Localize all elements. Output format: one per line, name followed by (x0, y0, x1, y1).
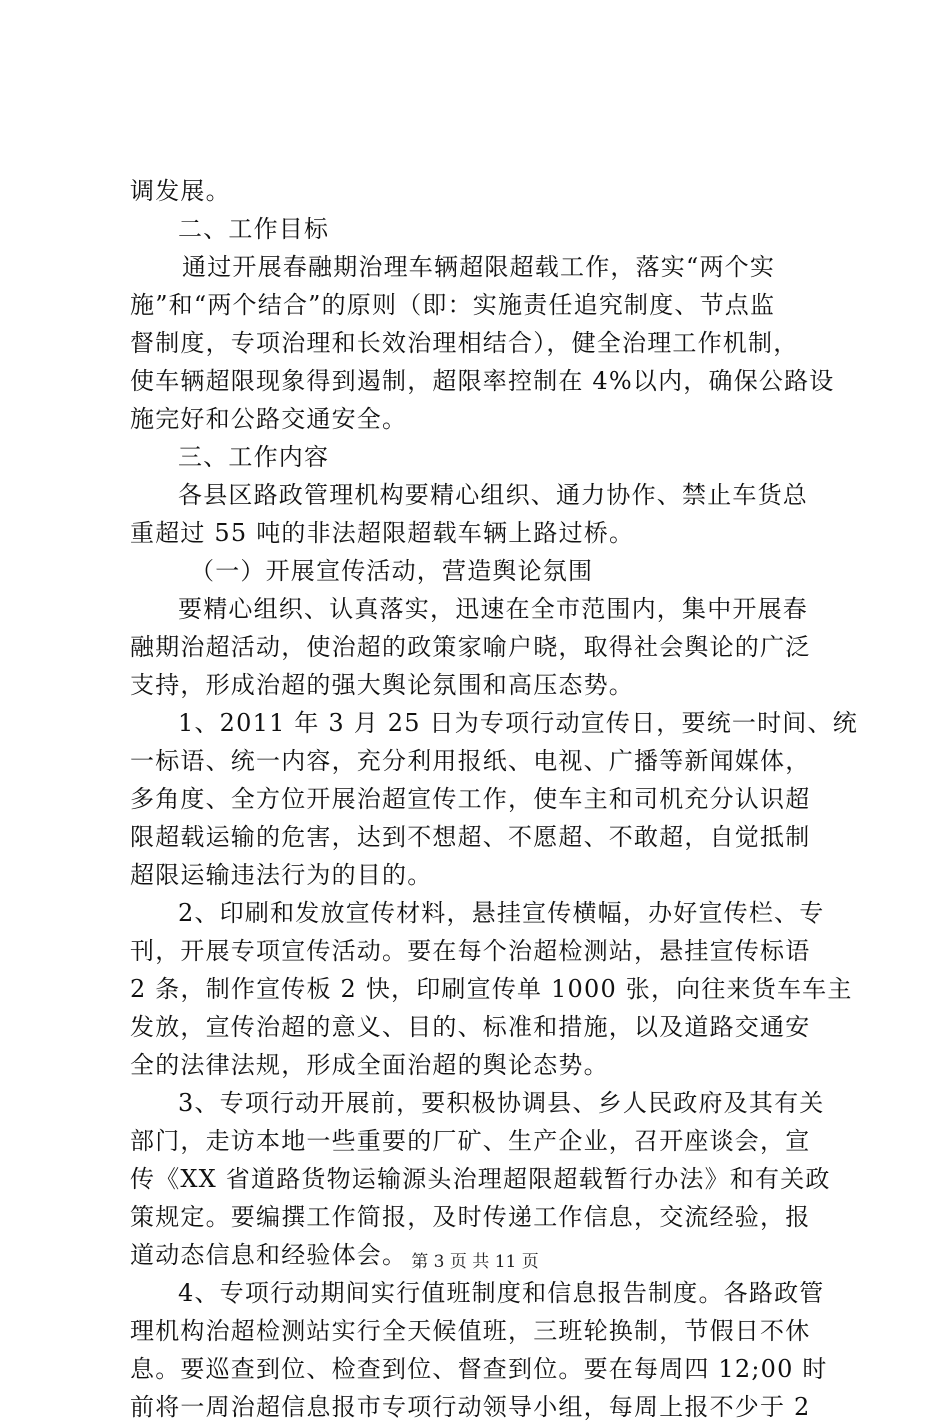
paragraph-line: 息。要巡查到位、检查到位、督查到位。要在每周四 12;00 时 (130, 1355, 828, 1383)
paragraph-line: 传《XX 省道路货物运输源头治理超限超载暂行办法》和有关政 (130, 1165, 831, 1193)
paragraph-line: 各县区路政管理机构要精心组织、通力协作、禁止车货总 (178, 481, 808, 509)
paragraph-line: 部门，走访本地一些重要的厂矿、生产企业，召开座谈会，宣 (130, 1127, 811, 1155)
paragraph-line: 通过开展春融期治理车辆超限超载工作，落实“两个实 (182, 253, 776, 281)
paragraph-line: 使车辆超限现象得到遏制，超限率控制在 4%以内，确保公路设 (130, 367, 835, 395)
paragraph-line: 道动态信息和经验体会。 (130, 1241, 408, 1269)
paragraph-line: 全的法律法规，形成全面治超的舆论态势。 (130, 1051, 609, 1079)
paragraph-line: 支持，形成治超的强大舆论氛围和高压态势。 (130, 671, 634, 699)
paragraph-line: 施完好和公路交通安全。 (130, 405, 408, 433)
paragraph-line: 要精心组织、认真落实，迅速在全市范围内，集中开展春 (178, 595, 808, 623)
section-heading: 二、工作目标 (178, 215, 330, 243)
paragraph-line: 限超载运输的危害，达到不想超、不愿超、不敢超，自觉抵制 (130, 823, 811, 851)
paragraph-line: 2 条，制作宣传板 2 快，印刷宣传单 1000 张，向往来货车车主 (130, 975, 853, 1003)
paragraph-line: 多角度、全方位开展治超宣传工作，使车主和司机充分认识超 (130, 785, 811, 813)
paragraph-line: 2、印刷和发放宣传材料，悬挂宣传横幅，办好宣传栏、专 (178, 899, 825, 927)
paragraph-line: 一标语、统一内容，充分利用报纸、电视、广播等新闻媒体， (130, 747, 811, 775)
document-body (130, 172, 858, 1426)
paragraph-line: 3、专项行动开展前，要积极协调县、乡人民政府及其有关 (178, 1089, 825, 1117)
paragraph-line: 督制度，专项治理和长效治理相结合），健全治理工作机制， (130, 329, 799, 357)
paragraph-line: 1、2011 年 3 月 25 日为专项行动宣传日，要统一时间、统 (178, 709, 858, 737)
paragraph-line: 刊，开展专项宣传活动。要在每个治超检测站，悬挂宣传标语 (130, 937, 811, 965)
paragraph-line: 理机构治超检测站实行全天候值班，三班轮换制，节假日不休 (130, 1317, 811, 1345)
paragraph-line: 发放，宣传治超的意义、目的、标准和措施，以及道路交通安 (130, 1013, 811, 1041)
paragraph-line: 策规定。要编撰工作简报，及时传递工作信息，交流经验，报 (130, 1203, 811, 1231)
paragraph-line: 4、专项行动期间实行值班制度和信息报告制度。各路政管 (178, 1279, 825, 1307)
subsection-heading: （一）开展宣传活动，营造舆论氛围 (190, 557, 594, 585)
paragraph-line: 施”和“两个结合”的原则（即：实施责任追究制度、节点监 (130, 291, 776, 319)
paragraph-line: 融期治超活动，使治超的政策家喻户晓，取得社会舆论的广泛 (130, 633, 811, 661)
text-line: 调发展。 (130, 177, 231, 205)
paragraph-line: 超限运输违法行为的目的。 (130, 861, 433, 889)
paragraph-line: 前将一周治超信息报市专项行动领导小组，每周上报不少于 2 (130, 1393, 811, 1421)
paragraph-line: 重超过 55 吨的非法超限超载车辆上路过桥。 (130, 519, 635, 547)
page-number-footer: 第 3 页 共 11 页 (411, 1252, 539, 1272)
section-heading: 三、工作内容 (178, 443, 330, 471)
